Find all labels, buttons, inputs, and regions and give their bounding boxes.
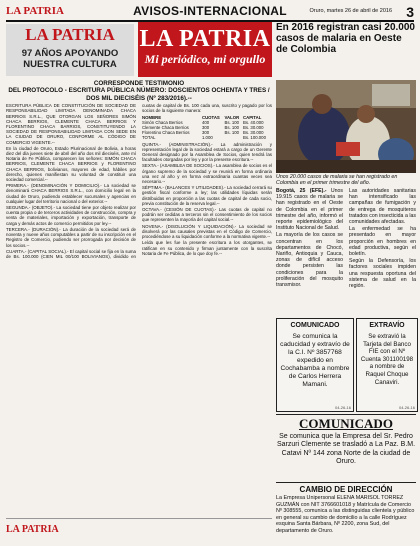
article-paragraph bbox=[276, 188, 343, 231]
legal-paragraph: SEXTA.- (ASAMBLEA DE SOCIOS).- La asamblea de socios es el órgano supremo de la sociedad y se reunirá en forma ordinaria una vez al año y en forma extraordinaria cuantas veces sea necesario.-- bbox=[142, 163, 272, 185]
shares-table bbox=[142, 115, 272, 141]
table-cell: Bs. 100 bbox=[224, 130, 240, 136]
article-headline: En 2016 registran casi 20.000 casos de malaria en Oeste de Colombia bbox=[276, 22, 415, 56]
article-dateline: Bogotá, 25 (EFE).- bbox=[276, 188, 327, 194]
article-photo bbox=[276, 80, 416, 173]
table-cell: 300 bbox=[201, 125, 210, 131]
article-paragraph: La enfermedad se ha presentado en mayor proporción en hombres en edad productiva, según el boletín. bbox=[349, 226, 416, 258]
notice-ref: 04-26-16 bbox=[398, 405, 415, 410]
legal-paragraph: SEGUNDA.- (OBJETO).- La sociedad tiene por objeto realizar por cuenta propia o de terceros actividades de construcción, compra y venta de materiales, importación y exportación, transporte de carga y demás actos de comercio permitidos por ley.-- bbox=[6, 205, 136, 226]
notice-title: COMUNICADO bbox=[290, 322, 340, 329]
masthead-banner bbox=[138, 22, 272, 77]
table-cell: Bs. 100.000 bbox=[243, 135, 266, 141]
legal-paragraph: SÉPTIMA.- (BALANCES Y UTILIDADES).- La sociedad cerrará su gestión fiscal conforme a ley; las utilidades líquidas serán distribuidas en proporción a las cuotas de capital de cada socio, previa constitución de la reserva legal.-- bbox=[142, 185, 272, 206]
article-paragraph: La mayoría de los casos se concentran en los departamentos de Chocó, Nariño, Antioquia y Cauca, zonas de difícil acceso donde persisten las condiciones para la proliferación del mosquito transmisor. bbox=[276, 232, 343, 289]
photo-illustration bbox=[276, 80, 416, 173]
notice-card-lost bbox=[356, 318, 418, 412]
masthead-title: LA PATRIA bbox=[139, 26, 271, 52]
notice-ref: 04-26-16 bbox=[334, 405, 351, 410]
company-relocation-notice bbox=[276, 414, 416, 481]
legal-paragraph: Leída que les fue la presente escritura a los otorgantes, se ratifican en su contenido y firman juntamente con la suscrita Notaria de Fe Pública, de lo que doy fe.-- bbox=[142, 240, 272, 256]
notice-body: Se comunica la caducidad y extravío de la C.I. Nº 3857768 expedido en Cochabamba a nombre de Carlos Herrera Mamani. bbox=[280, 333, 350, 388]
table-cell: Bs. 40.000 bbox=[243, 119, 264, 125]
legal-paragraph: CUARTA.- (CAPITAL SOCIAL).- El capital social se fija en la suma de Bs. 100.000 (CIEN MIL 00/100 BOLIVIANOS), dividido en cuotas de capital de Bs. 100 cada una, suscrito y pagado por los socios de la siguiente manera: bbox=[6, 103, 272, 259]
notice-body: La Empresa Unipersonal ELENA MARISOL TORREZ GUZMÁN con NIT 3766601018 y Matrícula de Comercio Nº 308555, comunica a las distinguidas clientela y público en general su cambio de domicilio a la calle Rodríguez esquina Santa Bárbara, Nº 2200, zona Sud, del departamento de Oruro. bbox=[276, 495, 415, 534]
table-cell bbox=[224, 135, 243, 140]
notice-title: EXTRAVÍO bbox=[369, 322, 405, 329]
table-cell: TOTAL bbox=[142, 135, 156, 141]
notice-body: Se extravió la Tarjeta del Banco FIE con el Nº Cuenta 301100198 a nombre de Raquel Choque Canaviri. bbox=[360, 333, 414, 386]
table-row bbox=[142, 135, 272, 140]
legal-subtitle: DEL PROTOCOLO - ESCRITURA PÚBLICA NÚMERO: DOSCIENTOS OCHENTA Y TRES / DOS MIL DIECISÉIS (Nº 283/2016).-- bbox=[8, 87, 270, 102]
promo-line-1: 97 AÑOS APOYANDO bbox=[21, 48, 119, 59]
legal-title: CORRESPONDE TESTIMONIO bbox=[93, 80, 185, 87]
header-logo: LA PATRIA bbox=[6, 5, 64, 17]
page-footer bbox=[6, 518, 272, 543]
address-change-notice bbox=[276, 482, 416, 543]
table-header: CAPITAL bbox=[243, 114, 262, 120]
legal-paragraph: TERCERA.- (DURACIÓN).- La duración de la sociedad será de noventa y nueve años computables a partir de su inscripción en el Registro de Comercio, pudiendo ser prorrogada por decisión de los socios.-- bbox=[6, 226, 136, 248]
anniversary-promo bbox=[6, 24, 134, 76]
table-cell: Simón Chaca Berrios bbox=[142, 119, 183, 125]
table-header: NOMBRE bbox=[142, 114, 162, 120]
legal-paragraph: ESCRITURA PÚBLICA DE CONSTITUCIÓN DE SOCIEDAD DE RESPONSABILIDAD LIMITADA DENOMINADA CHACA BERRIOS S.R.L., QUE OTORGAN LOS SEÑORES SIMÓN CHACA BERRIOS, CLEMENTE CHACA BERRIOS Y FLORENTINO CHACA BARRIOS, CONSTITUYENDO LA SOCIEDAD DE RESPONSABILIDAD LIMITADA CON SEDE EN LA CIUDAD DE ORURO, CONFORME AL CÓDIGO DE COMERCIO VIGENTE.-- bbox=[6, 103, 136, 145]
notice-title: CAMBIO DE DIRECCIÓN bbox=[299, 485, 393, 494]
table-cell: Bs. 100 bbox=[224, 125, 240, 131]
legal-paragraph: En la ciudad de Oruro, Estado Plurinacional de Bolivia, a horas diez del día jueves siete de abril del año dos mil dieciséis, ante mí Notaria de Fe Pública, comparecen los señores: SIMÓN CHACA BERRIOS, CLEMENTE CHACA BERRIOS y FLORENTINO CHACA BERRIOS, bolivianos, mayores de edad, hábiles por derecho, quienes manifiestan su voluntad de constituir una sociedad comercial.-- bbox=[6, 145, 136, 183]
legal-notice bbox=[6, 80, 272, 512]
page-header bbox=[6, 4, 414, 22]
notice-title: COMUNICADO bbox=[299, 416, 393, 431]
page-number: 3 bbox=[406, 4, 414, 20]
table-cell: Bs. 30.000 bbox=[243, 125, 264, 131]
article-body bbox=[276, 188, 416, 313]
article-lead: Unos 19.915 casos de malaria se han registrado en el Oeste de Colombia en el primer trimestre del año, informó el reporte epidemiológico del Instituto Nacional de Salud. bbox=[276, 188, 343, 232]
table-cell: Bs. 30.000 bbox=[243, 130, 264, 136]
promo-line-2: NUESTRA CULTURA bbox=[23, 59, 117, 70]
photo-caption: Unos 20.000 casos de malaria se han registrado en Colombia en el primer trimestre del año. bbox=[276, 174, 398, 186]
table-cell: 400 bbox=[201, 119, 210, 125]
issue-date: Oruro, martes 26 de abril de 2016 bbox=[309, 8, 392, 14]
article-paragraph: Las autoridades sanitarias han intensificado las campañas de fumigación y de entrega de mosquiteros tratados con insecticida a las comunidades afectadas. bbox=[349, 188, 416, 226]
notice-body: Se comunica que la Empresa del Sr. Pedro Sarzuri Clemente se trasladó a La Paz. B.M. Catavi Nº 144 zona Norte de la ciudad de Oruro. bbox=[276, 433, 416, 465]
legal-paragraph: NOVENA.- (DISOLUCIÓN Y LIQUIDACIÓN).- La sociedad se disolverá por las causales previstas en el Código de Comercio, procediéndose a su liquidación conforme a la normativa vigente.-- bbox=[142, 223, 272, 240]
masthead-slogan: Mi periódico, mi orgullo bbox=[144, 52, 266, 66]
legal-paragraph: QUINTA.- (ADMINISTRACIÓN).- La administración y representación legal de la sociedad estará a cargo de un Gerente General designado por la Asamblea de Socios, quien tendrá las facultades otorgadas por ley y por la presente escritura.-- bbox=[142, 141, 272, 163]
footer-logo: LA PATRIA bbox=[6, 524, 59, 535]
notice-id-caducity bbox=[276, 318, 354, 412]
promo-brand: LA PATRIA bbox=[25, 25, 115, 44]
table-cell: 1.000 bbox=[201, 135, 213, 141]
table-header: CUOTAS bbox=[201, 114, 220, 120]
table-cell: Clemente Chaca Berrios bbox=[142, 125, 189, 131]
legal-paragraph: OCTAVA.- (CESIÓN DE CUOTAS).- Las cuotas de capital no podrán ser cedidas a terceros sin el consentimiento de los socios que representen la mayoría del capital social.-- bbox=[142, 207, 272, 223]
legal-body bbox=[6, 103, 272, 259]
article-paragraph: Según la Defensoría, los factores sociales impiden una respuesta oportuna del sistema de salud en la región. bbox=[349, 258, 416, 290]
table-cell: 300 bbox=[201, 130, 210, 136]
legal-paragraph: PRIMERA.- (DENOMINACIÓN Y DOMICILIO).- La sociedad se denominará CHACA BERRIOS S.R.L., con domicilio legal en la ciudad de Oruro, pudiendo establecer sucursales y agencias en cualquier lugar del territorio nacional o del exterior.-- bbox=[6, 183, 136, 204]
table-cell: Bs. 100 bbox=[224, 119, 240, 125]
table-header: VALOR bbox=[224, 114, 240, 120]
section-title: AVISOS-INTERNACIONAL bbox=[133, 4, 287, 18]
table-cell: Florentino Chaca Berrios bbox=[142, 130, 190, 136]
